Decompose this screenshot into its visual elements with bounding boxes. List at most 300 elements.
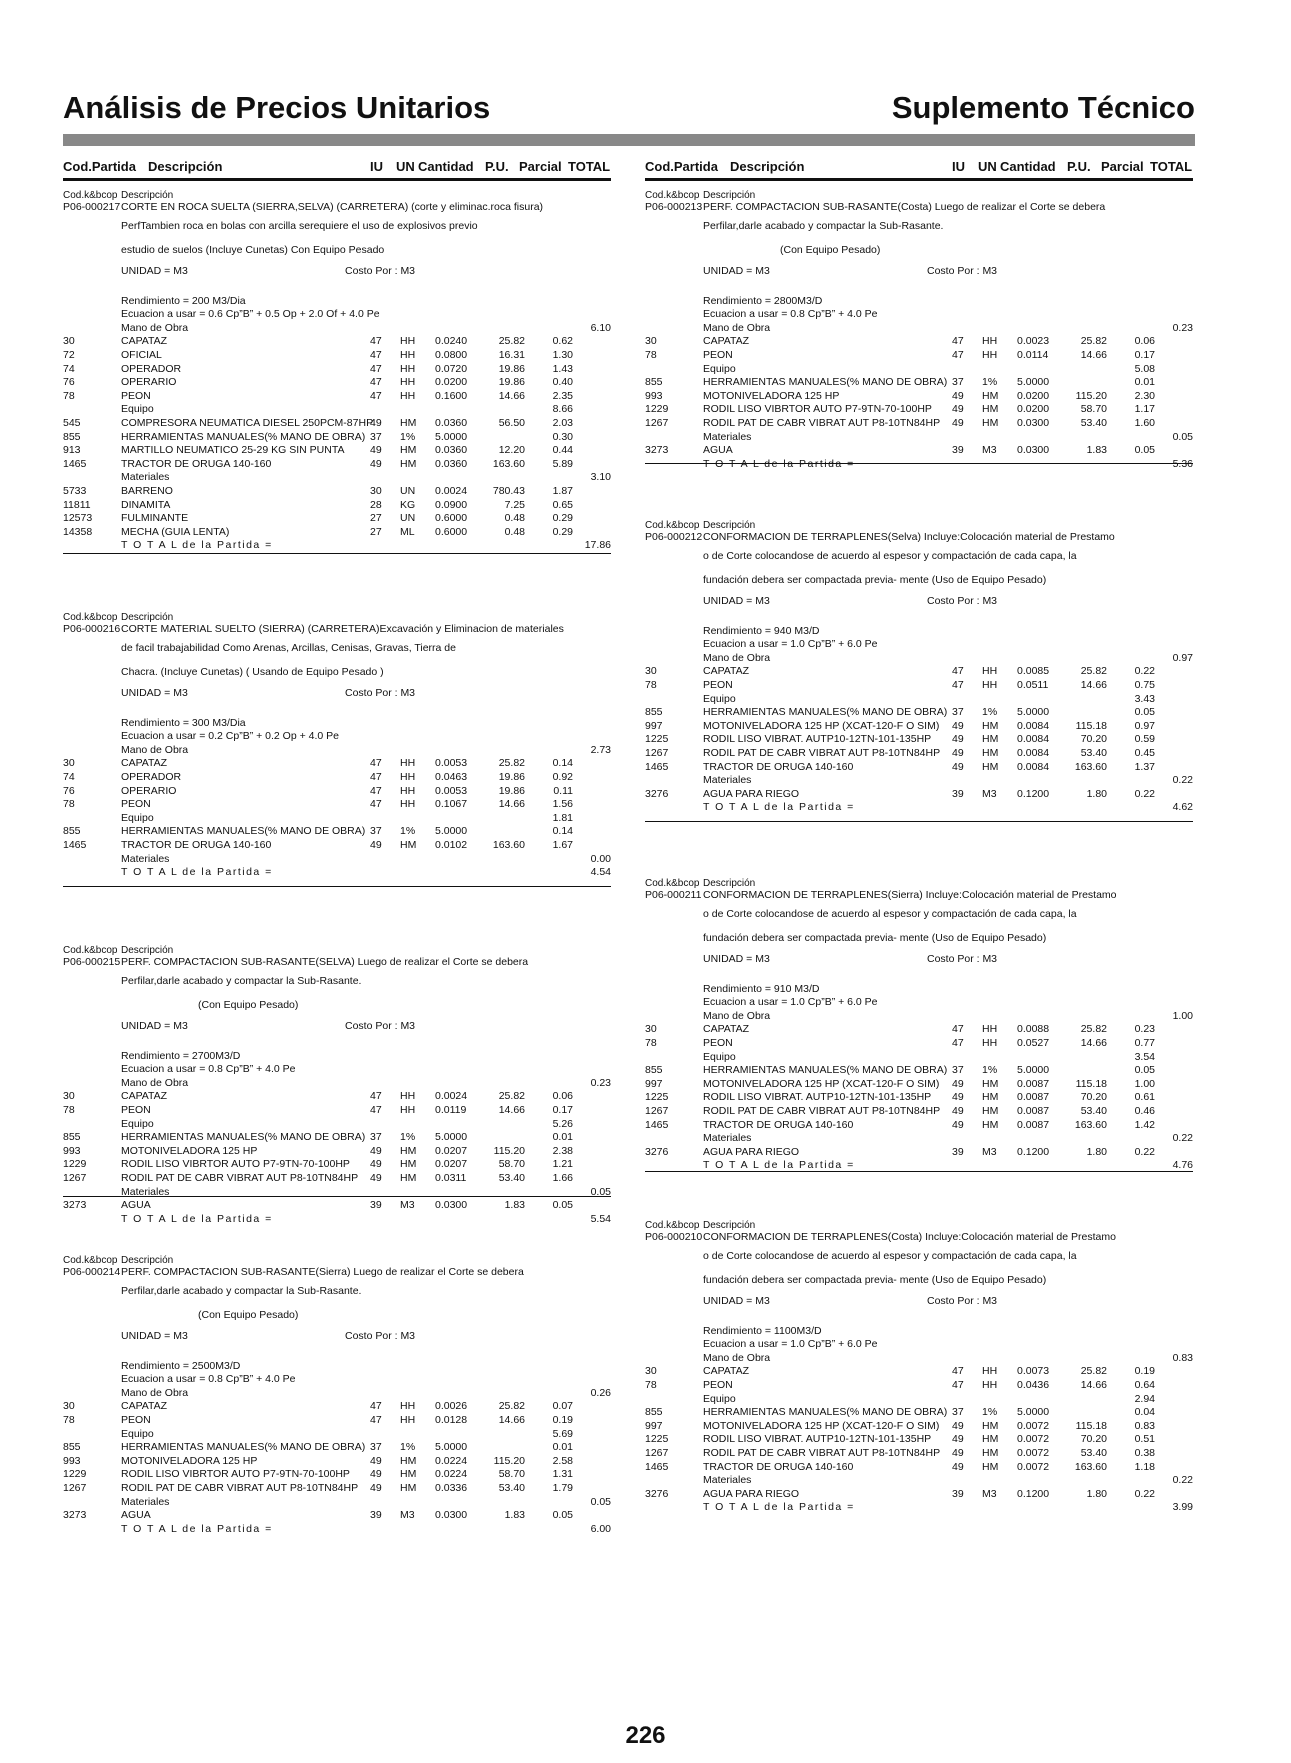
item-unit-price: 1.83: [1086, 444, 1107, 457]
item-row: [645, 1365, 1193, 1379]
item-unit: 1%: [982, 1406, 998, 1419]
item-unit: HM: [982, 1419, 999, 1432]
item-code: 855: [63, 825, 81, 838]
text-row: [63, 1254, 611, 1266]
item-partial: 1.66: [552, 1171, 573, 1184]
item-description: CAPATAZ: [703, 335, 750, 348]
item-unit: HH: [982, 348, 998, 361]
text-row: [645, 638, 1193, 652]
item-description: Materiales: [703, 430, 752, 443]
section-row: [645, 1132, 1193, 1146]
item-description: Rendimiento = 2800M3/D: [703, 294, 823, 307]
item-unit: HH: [982, 1365, 998, 1378]
item-unit: HM: [400, 457, 417, 470]
item-unit-price: 14.66: [498, 798, 525, 811]
item-unit: HM: [982, 389, 999, 402]
item-quantity: 0.0511: [1017, 678, 1049, 691]
item-description: Equipo: [703, 1050, 736, 1063]
item-quantity: 5.0000: [435, 1131, 468, 1144]
item-partial: 0.22: [1134, 787, 1155, 800]
costo-label: Costo Por : M3: [927, 1294, 998, 1307]
item-quantity: 0.1600: [435, 389, 468, 402]
item-description: CAPATAZ: [121, 1400, 168, 1413]
item-description: Equipo: [703, 1392, 736, 1405]
item-partial: 0.22: [1134, 665, 1155, 678]
item-unit: HH: [400, 1090, 416, 1103]
item-description: Mano de Obra: [121, 1076, 189, 1089]
item-code: 78: [645, 1378, 657, 1391]
item-unit: HH: [400, 389, 416, 402]
costo-label: Costo Por : M3: [345, 686, 416, 699]
item-code: 11811: [63, 498, 91, 511]
item-code: 14358: [63, 525, 93, 538]
item-description: Descripción: [703, 878, 756, 889]
description-line: [63, 970, 611, 994]
item-unit-price: 56.50: [498, 416, 525, 429]
item-description: PEON: [121, 1413, 151, 1426]
item-iu: 39: [952, 444, 964, 457]
item-unit-price: 25.82: [498, 1090, 525, 1103]
item-quantity: 5.0000: [1017, 1064, 1050, 1077]
item-iu: 49: [952, 1091, 964, 1104]
item-partial: 5.08: [1134, 362, 1155, 375]
item-unit-price: 163.60: [1074, 1118, 1107, 1131]
item-description: PERF. COMPACTACION SUB-RASANTE(Costa) Luego de realizar el Corte se debera: [703, 201, 1106, 213]
header-bar: [63, 134, 1195, 146]
partida-block: [63, 1254, 611, 1536]
item-description: Materiales: [703, 1474, 752, 1487]
item-iu: 49: [952, 1104, 964, 1117]
item-description: MOTONIVELADORA 125 HP (XCAT-120-F O SIM): [703, 719, 940, 732]
item-unit-price: 53.40: [498, 1171, 525, 1184]
item-description: CAPATAZ: [703, 665, 750, 678]
item-description: CAPATAZ: [703, 1365, 750, 1378]
item-partial: 0.46: [1134, 1104, 1155, 1117]
item-unit-price: 163.60: [1074, 1460, 1107, 1473]
item-code: 30: [645, 1023, 657, 1036]
item-description: Descripción: [121, 190, 174, 201]
item-iu: 30: [370, 484, 382, 497]
item-code: 1267: [645, 746, 669, 759]
item-row: [645, 1037, 1193, 1051]
item-quantity: 0.0360: [435, 457, 468, 470]
item-total: 0.05: [1172, 430, 1193, 443]
description-line: [645, 927, 1193, 951]
item-unit-price: 19.86: [498, 376, 525, 389]
item-description: MOTONIVELADORA 125 HP (XCAT-120-F O SIM): [703, 1419, 940, 1432]
item-quantity: 0.0463: [435, 770, 468, 783]
item-partial: 0.62: [552, 335, 573, 348]
item-unit-price: 115.20: [493, 1144, 525, 1157]
item-quantity: 0.0072: [1017, 1433, 1050, 1446]
item-row: [63, 1400, 611, 1414]
col-header-iu: IU: [370, 159, 383, 174]
item-iu: 47: [370, 376, 382, 389]
item-partial: 0.38: [1134, 1446, 1155, 1459]
item-partial: 1.87: [552, 484, 573, 497]
item-unit: KG: [400, 498, 416, 511]
item-iu: 47: [370, 1413, 382, 1426]
item-quantity: 0.0200: [1017, 403, 1050, 416]
item-code: 855: [645, 1064, 663, 1077]
item-partial: 0.30: [552, 430, 573, 443]
item-code: 1225: [645, 733, 669, 746]
item-code: 1465: [63, 457, 87, 470]
item-quantity: 0.6000: [435, 512, 468, 525]
item-total: 0.97: [1172, 651, 1193, 664]
item-code: Cod.k&bcop: [645, 190, 700, 201]
item-unit-price: 0.48: [504, 525, 525, 538]
item-partial: 1.37: [1134, 760, 1155, 773]
item-partial: 0.05: [552, 1509, 573, 1522]
item-unit: HM: [982, 416, 999, 429]
partida-block: [645, 877, 1193, 1173]
unidad-label: UNIDAD = M3: [121, 1329, 188, 1342]
item-row: [645, 376, 1193, 390]
item-partial: 1.79: [552, 1481, 573, 1494]
item-iu: 39: [952, 1487, 964, 1500]
item-iu: 49: [952, 1077, 964, 1090]
item-code: 30: [645, 665, 657, 678]
item-partial: 0.11: [553, 784, 573, 797]
item-partial: 0.14: [552, 757, 573, 770]
item-iu: 28: [370, 498, 382, 511]
item-unit: HH: [400, 1413, 416, 1426]
text-row: [645, 519, 1193, 531]
item-total: 0.23: [1172, 321, 1193, 334]
description-text: Perfilar,darle acabado y compactar la Sub-Rasante.: [121, 1284, 362, 1297]
item-iu: 49: [952, 733, 964, 746]
item-description: AGUA: [703, 444, 733, 457]
item-code: 855: [645, 376, 663, 389]
item-unit: HM: [982, 746, 999, 759]
col-header-un: UN: [396, 159, 415, 174]
item-partial: 5.26: [552, 1117, 573, 1130]
costo-label: Costo Por : M3: [927, 594, 998, 607]
item-iu: 39: [952, 787, 964, 800]
item-unit: HH: [982, 335, 998, 348]
item-unit-price: 58.70: [1080, 403, 1107, 416]
item-unit-price: 163.60: [492, 838, 525, 851]
item-unit: HH: [400, 335, 416, 348]
item-iu: 47: [370, 1400, 382, 1413]
item-description: Equipo: [703, 692, 736, 705]
item-description: MARTILLO NEUMATICO 25-29 KG SIN PUNTA: [121, 444, 345, 457]
text-row: [63, 1050, 611, 1064]
item-total: 4.54: [590, 866, 611, 879]
item-description: Mano de Obra: [121, 321, 189, 334]
text-row: [63, 611, 611, 623]
item-unit: 1%: [400, 430, 416, 443]
item-row: [645, 1105, 1193, 1119]
item-unit-price: 163.60: [1074, 760, 1107, 773]
item-row: [645, 747, 1193, 761]
item-code: 993: [63, 1144, 81, 1157]
item-unit: HM: [982, 1077, 999, 1090]
text-row: [63, 944, 611, 956]
item-unit: 1%: [982, 706, 998, 719]
item-partial: 1.17: [1134, 403, 1155, 416]
item-row: [645, 706, 1193, 720]
section-row: [645, 1474, 1193, 1488]
item-quantity: 0.0200: [1017, 389, 1050, 402]
item-description: T O T A L de la Partida =: [703, 801, 855, 814]
unidad-label: UNIDAD = M3: [703, 1294, 770, 1307]
item-description: Descripción: [703, 1220, 756, 1231]
text-row: [63, 730, 611, 744]
item-quantity: 5.0000: [1017, 1406, 1050, 1419]
section-row: [645, 322, 1193, 336]
item-unit: HM: [400, 1454, 417, 1467]
item-code: 78: [63, 1103, 75, 1116]
item-code: 3276: [645, 787, 669, 800]
item-partial: 0.19: [552, 1413, 573, 1426]
item-iu: 47: [952, 348, 964, 361]
item-code: 30: [645, 1365, 657, 1378]
item-row: [63, 1131, 611, 1145]
total-row: [63, 1213, 611, 1227]
text-row: [645, 308, 1193, 322]
item-description: Mano de Obra: [121, 743, 189, 756]
item-description: AGUA PARA RIEGO: [703, 1487, 800, 1500]
item-description: Equipo: [703, 362, 736, 375]
item-quantity: 0.0360: [435, 444, 468, 457]
item-unit: M3: [982, 444, 997, 457]
item-description: Mano de Obra: [703, 321, 771, 334]
item-code: Cod.k&bcop: [63, 945, 118, 956]
item-code: 12573: [63, 512, 93, 525]
item-description: MOTONIVELADORA 125 HP: [121, 1144, 258, 1157]
spacer: [645, 285, 1193, 295]
item-row: [645, 444, 1193, 458]
text-row: [645, 201, 1193, 215]
item-quantity: 0.1067: [435, 798, 468, 811]
item-iu: 49: [952, 1118, 964, 1131]
item-total: 2.73: [590, 743, 611, 756]
item-code: 1225: [645, 1433, 669, 1446]
item-row: [645, 665, 1193, 679]
item-unit: HM: [982, 1104, 999, 1117]
item-unit: HH: [982, 1036, 998, 1049]
item-row: [63, 335, 611, 349]
item-row: [645, 1447, 1193, 1461]
item-unit: HH: [400, 770, 416, 783]
item-description: Equipo: [121, 1427, 154, 1440]
item-description: HERRAMIENTAS MANUALES(% MANO DE OBRA): [121, 1441, 366, 1454]
item-total: 0.05: [590, 1185, 611, 1198]
item-unit: M3: [982, 787, 997, 800]
item-code: 1465: [645, 1460, 669, 1473]
item-unit: HM: [982, 733, 999, 746]
item-row: [63, 1414, 611, 1428]
item-unit-price: 1.83: [504, 1509, 525, 1522]
section-divider: [645, 821, 1193, 822]
item-quantity: 0.0053: [435, 757, 468, 770]
item-row: [63, 1482, 611, 1496]
item-code: 997: [645, 1419, 663, 1432]
item-unit-price: 25.82: [1080, 335, 1107, 348]
description-line: [645, 1269, 1193, 1293]
text-row: [63, 1373, 611, 1387]
item-row: [645, 1078, 1193, 1092]
item-row: [63, 1172, 611, 1186]
item-code: 30: [63, 335, 75, 348]
item-description: Descripción: [703, 190, 756, 201]
item-partial: 0.01: [552, 1441, 573, 1454]
item-iu: 27: [370, 525, 382, 538]
item-row: [645, 720, 1193, 734]
item-row: [63, 1455, 611, 1469]
item-code: 3276: [645, 1145, 669, 1158]
text-row: [63, 1266, 611, 1280]
item-iu: 47: [952, 1036, 964, 1049]
item-code: 1465: [645, 1118, 669, 1131]
description-text: estudio de suelos (Incluye Cunetas) Con Equipo Pesado: [121, 243, 385, 256]
item-total: 6.10: [590, 321, 611, 334]
total-row: [63, 539, 611, 553]
unidad-label: UNIDAD = M3: [121, 686, 188, 699]
item-description: Rendimiento = 2500M3/D: [121, 1359, 241, 1372]
item-quantity: 0.1200: [1017, 1145, 1050, 1158]
col-header-cant: Cantidad: [1000, 159, 1056, 174]
item-unit-price: 19.86: [498, 362, 525, 375]
item-quantity: 0.0087: [1017, 1077, 1050, 1090]
item-description: AGUA PARA RIEGO: [703, 1145, 800, 1158]
item-row: [645, 335, 1193, 349]
item-quantity: 0.0024: [435, 1090, 468, 1103]
item-description: OPERADOR: [121, 362, 182, 375]
item-partial: 0.44: [552, 444, 573, 457]
item-quantity: 0.0300: [435, 1199, 468, 1212]
item-description: BARRENO: [121, 484, 173, 497]
item-total: 0.22: [1172, 1132, 1193, 1145]
section-row: [63, 1186, 611, 1200]
item-row: [645, 1146, 1193, 1160]
item-row: [645, 1023, 1193, 1037]
item-unit-price: 115.20: [493, 1454, 525, 1467]
item-quantity: 0.0224: [435, 1468, 468, 1481]
item-unit-price: 0.48: [504, 512, 525, 525]
item-unit-price: 19.86: [498, 770, 525, 783]
item-total: 5.36: [1172, 457, 1193, 470]
item-code: P06-000215: [63, 956, 121, 968]
item-row: [63, 1428, 611, 1442]
item-partial: 2.38: [552, 1144, 573, 1157]
item-iu: 47: [952, 1378, 964, 1391]
item-unit-price: 14.66: [1080, 1036, 1107, 1049]
item-partial: 0.23: [1134, 1023, 1155, 1036]
item-code: 74: [63, 770, 75, 783]
item-partial: 0.22: [1134, 1145, 1155, 1158]
item-row: [645, 1406, 1193, 1420]
col-header-total: TOTAL: [1150, 159, 1193, 174]
item-unit: HM: [982, 1433, 999, 1446]
item-row: [63, 1145, 611, 1159]
item-description: HERRAMIENTAS MANUALES(% MANO DE OBRA): [703, 706, 948, 719]
text-row: [645, 531, 1193, 545]
item-quantity: 5.0000: [435, 1441, 468, 1454]
item-total: 4.62: [1172, 801, 1193, 814]
item-code: 993: [645, 389, 663, 402]
item-description: Mano de Obra: [703, 1351, 771, 1364]
item-iu: 47: [370, 362, 382, 375]
item-iu: 37: [370, 430, 382, 443]
item-code: Cod.k&bcop: [645, 878, 700, 889]
description-line: [645, 239, 1193, 263]
section-row: [63, 853, 611, 867]
item-description: Equipo: [121, 403, 154, 416]
item-description: PEON: [121, 1103, 151, 1116]
item-row: [645, 1461, 1193, 1475]
partida-block: [645, 519, 1193, 815]
item-row: [645, 1091, 1193, 1105]
item-unit: HM: [400, 838, 417, 851]
item-description: CONFORMACION DE TERRAPLENES(Sierra) Incluye:Colocación material de Prestamo: [703, 889, 1117, 901]
text-row: [645, 889, 1193, 903]
item-row: [645, 1064, 1193, 1078]
item-unit: HM: [982, 1446, 999, 1459]
item-row: [63, 825, 611, 839]
text-row: [63, 189, 611, 201]
item-total: 0.83: [1172, 1351, 1193, 1364]
item-description: RODIL PAT DE CABR VIBRAT AUT P8-10TN84HP: [121, 1171, 359, 1184]
item-iu: 39: [370, 1509, 382, 1522]
item-code: 3273: [645, 444, 669, 457]
item-description: PEON: [703, 348, 733, 361]
item-iu: 47: [370, 389, 382, 402]
item-iu: 49: [370, 1171, 382, 1184]
item-unit: HM: [400, 1144, 417, 1157]
item-row: [63, 812, 611, 826]
item-total: 0.22: [1172, 774, 1193, 787]
item-code: 1267: [645, 1446, 669, 1459]
col-header-pu: P.U.: [485, 159, 509, 174]
item-unit-price: 14.66: [1080, 348, 1107, 361]
item-description: CORTE MATERIAL SUELTO (SIERRA) (CARRETERA)Excavación y Eliminacion de materiales: [121, 623, 564, 635]
description-line: [645, 569, 1193, 593]
item-description: T O T A L de la Partida =: [121, 866, 273, 879]
item-description: RODIL PAT DE CABR VIBRAT AUT P8-10TN84HP: [703, 1446, 941, 1459]
item-code: 545: [63, 416, 81, 429]
item-partial: 1.60: [1134, 416, 1155, 429]
item-row: [645, 1420, 1193, 1434]
item-code: 855: [63, 430, 81, 443]
total-row: [645, 458, 1193, 472]
item-quantity: 0.0088: [1017, 1023, 1050, 1036]
description-line: [63, 215, 611, 239]
item-partial: 1.81: [552, 811, 573, 824]
item-quantity: 0.0207: [435, 1158, 468, 1171]
item-unit: HH: [400, 757, 416, 770]
item-iu: 49: [952, 1433, 964, 1446]
item-row: [645, 390, 1193, 404]
item-iu: 47: [952, 665, 964, 678]
item-partial: 1.30: [552, 348, 573, 361]
item-quantity: 0.0114: [1017, 348, 1049, 361]
item-description: T O T A L de la Partida =: [121, 1522, 273, 1535]
item-code: 855: [645, 706, 663, 719]
text-row: [645, 996, 1193, 1010]
description-text: Chacra. (Incluye Cunetas) ( Usando de Equipo Pesado ): [121, 665, 384, 678]
item-description: T O T A L de la Partida =: [703, 457, 855, 470]
item-description: RODIL PAT DE CABR VIBRAT AUT P8-10TN84HP: [703, 746, 941, 759]
item-unit: M3: [400, 1199, 415, 1212]
item-description: Materiales: [703, 774, 752, 787]
item-unit-price: 53.40: [1080, 1104, 1107, 1117]
partida-block: [63, 189, 611, 553]
description-text: de facil trabajabilidad Como Arenas, Arcillas, Cenisas, Gravas, Tierra de: [121, 641, 456, 654]
description-line: [645, 1245, 1193, 1269]
